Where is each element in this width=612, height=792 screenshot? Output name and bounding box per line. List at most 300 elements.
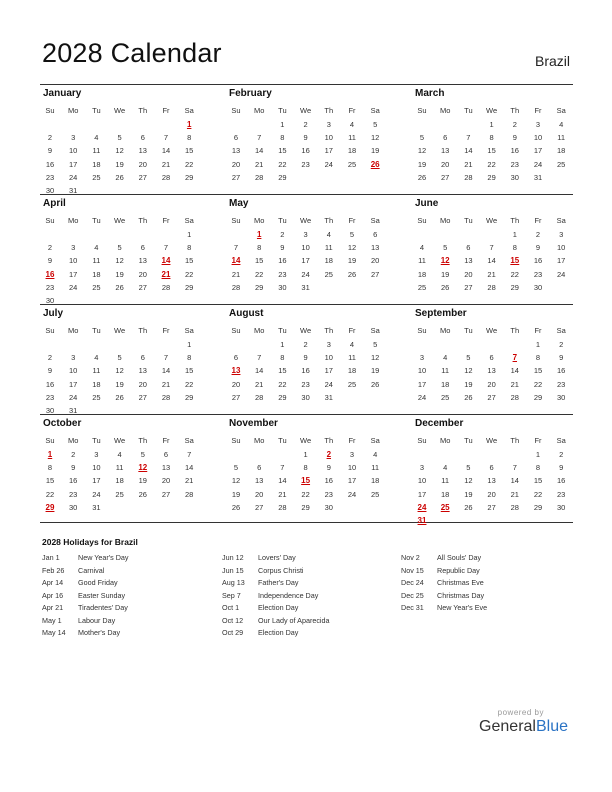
month-name: January — [43, 88, 82, 99]
calendar-day: 23 — [45, 392, 55, 402]
calendar-day: 27 — [371, 269, 380, 279]
calendar-day: 26 — [347, 269, 357, 279]
weekday-header: Fr — [348, 326, 356, 335]
calendar-day: 10 — [92, 463, 101, 473]
calendar-day: 16 — [557, 366, 566, 376]
holiday-day: 21 — [161, 269, 171, 279]
calendar-day: 2 — [47, 243, 53, 253]
holiday-name: Independence Day — [258, 590, 319, 600]
calendar-day: 10 — [69, 146, 78, 156]
calendar-day: 6 — [163, 450, 169, 459]
holiday-name: Father's Day — [258, 578, 299, 587]
weekday-header: Th — [138, 216, 148, 225]
calendar-day: 26 — [464, 502, 473, 512]
calendar-day: 27 — [487, 392, 496, 402]
weekday-header: We — [486, 216, 498, 225]
calendar-day: 7 — [280, 463, 285, 473]
calendar-day: 18 — [347, 366, 357, 376]
calendar-day: 4 — [94, 353, 99, 363]
holiday-date: Jan 1 — [42, 553, 60, 562]
calendar-day: 10 — [69, 256, 78, 266]
calendar-day: 18 — [441, 379, 450, 389]
calendar-day: 3 — [349, 450, 355, 459]
calendar-bottom-divider — [40, 522, 573, 523]
calendar-day: 24 — [324, 379, 333, 389]
calendar-day: 26 — [115, 282, 124, 292]
calendar-day: 9 — [512, 133, 517, 143]
weekday-header: Mo — [67, 326, 79, 335]
calendar-day: 23 — [69, 489, 78, 499]
calendar-day: 10 — [69, 366, 78, 376]
calendar-day: 9 — [559, 463, 564, 473]
holiday-name: Carnival — [78, 565, 105, 575]
calendar-day: 10 — [324, 133, 333, 143]
holiday-date: Apr 14 — [42, 578, 64, 587]
calendar-day: 18 — [92, 269, 101, 279]
weekday-header: Su — [45, 106, 55, 115]
calendar-day: 8 — [489, 133, 494, 143]
weekday-header: Th — [324, 106, 334, 115]
calendar-day: 21 — [255, 379, 264, 389]
calendar-day: 8 — [535, 353, 541, 363]
calendar-day: 26 — [464, 392, 473, 402]
calendar-day: 7 — [489, 243, 494, 253]
calendar-day: 9 — [303, 353, 308, 363]
calendar-day: 19 — [115, 379, 124, 389]
calendar-day: 14 — [464, 146, 473, 156]
calendar-day: 30 — [45, 186, 55, 195]
calendar-day: 14 — [255, 366, 264, 376]
calendar-day: 4 — [373, 450, 378, 459]
calendar-day: 15 — [185, 256, 194, 266]
calendar-day: 28 — [185, 489, 194, 499]
holiday-date: Dec 25 — [401, 590, 424, 600]
holiday-name: Election Day — [258, 603, 299, 612]
weekday-header: Tu — [464, 106, 473, 115]
weekday-header: Tu — [92, 216, 101, 225]
calendar-day: 7 — [257, 133, 262, 143]
calendar-day: 31 — [69, 406, 78, 415]
weekday-header: Mo — [253, 436, 265, 445]
calendar-day: 1 — [535, 340, 541, 349]
calendar-day: 8 — [187, 243, 192, 253]
calendar-day: 22 — [533, 379, 543, 389]
calendar-day: 18 — [115, 476, 124, 486]
calendar-day: 5 — [117, 133, 122, 143]
weekday-header: We — [486, 436, 498, 445]
calendar-day: 2 — [535, 230, 541, 239]
calendar-day: 23 — [557, 379, 566, 389]
calendar-day: 4 — [94, 243, 99, 253]
calendar-day: 21 — [161, 379, 171, 389]
weekday-header: Th — [510, 436, 520, 445]
holiday-date: May 14 — [42, 628, 66, 637]
calendar-day: 20 — [231, 379, 241, 389]
weekday-header: Mo — [67, 216, 79, 225]
weekday-header: Fr — [534, 106, 542, 115]
weekday-header: Sa — [370, 436, 380, 445]
calendar-day: 2 — [47, 353, 53, 363]
calendar-day: 11 — [92, 366, 101, 376]
page-title: 2028 Calendar — [42, 38, 222, 68]
holiday-date: May 1 — [42, 615, 62, 625]
brand-logo[interactable] — [479, 718, 568, 736]
calendar-day: 11 — [441, 366, 450, 376]
calendar-day: 20 — [441, 159, 450, 169]
calendar-day: 25 — [92, 392, 101, 402]
weekday-header: Th — [324, 216, 334, 225]
calendar-day: 8 — [47, 463, 53, 473]
calendar-day: 17 — [69, 159, 78, 169]
calendar-day: 14 — [278, 476, 287, 486]
calendar-day: 30 — [557, 392, 566, 402]
weekday-header: Su — [417, 436, 427, 445]
calendar-day: 31 — [324, 392, 333, 402]
calendar-day: 17 — [417, 379, 427, 389]
calendar-day: 7 — [163, 133, 169, 143]
holiday-name: Christmas Eve — [437, 578, 484, 587]
calendar-day: 18 — [417, 269, 427, 279]
calendar-day: 28 — [161, 282, 171, 292]
calendar-day: 16 — [301, 366, 310, 376]
calendar-day: 3 — [303, 230, 308, 239]
calendar-day: 4 — [419, 243, 425, 253]
weekday-header: Fr — [534, 216, 542, 225]
weekday-header: We — [300, 106, 312, 115]
weekday-header: Fr — [162, 216, 170, 225]
calendar-day: 6 — [466, 243, 471, 253]
calendar-day: 29 — [185, 172, 194, 182]
calendar-day: 9 — [47, 256, 53, 266]
weekday-header: Su — [231, 106, 241, 115]
calendar-day: 4 — [94, 133, 99, 143]
calendar-day: 6 — [233, 353, 239, 363]
calendar-day: 28 — [161, 392, 171, 402]
calendar-day: 16 — [324, 476, 333, 486]
calendar-day: 24 — [69, 282, 78, 292]
calendar-day: 19 — [417, 159, 427, 169]
month-name: August — [229, 308, 264, 319]
calendar-day: 15 — [255, 256, 264, 266]
weekday-header: Sa — [184, 216, 194, 225]
calendar-day: 20 — [487, 379, 496, 389]
weekday-header: Mo — [439, 106, 451, 115]
calendar-day: 9 — [47, 146, 53, 156]
calendar-day: 28 — [231, 282, 241, 292]
weekday-header: Sa — [556, 436, 566, 445]
calendar-day: 31 — [69, 186, 78, 195]
footer — [479, 708, 568, 736]
calendar-day: 17 — [301, 256, 310, 266]
weekday-header: We — [486, 326, 498, 335]
calendar-day: 9 — [71, 463, 76, 473]
calendar-day: 30 — [45, 296, 55, 305]
holiday-date: Aug 13 — [222, 578, 245, 587]
calendar-day: 20 — [138, 379, 147, 389]
calendar-day: 27 — [441, 172, 450, 182]
calendar-day: 16 — [45, 159, 55, 169]
calendar-day: 6 — [489, 353, 494, 363]
holiday-day: 14 — [231, 256, 241, 266]
weekday-header: We — [114, 216, 126, 225]
holiday-day: 15 — [301, 476, 311, 486]
holiday-name: Election Day — [258, 628, 299, 637]
weekday-header: Mo — [439, 436, 451, 445]
calendar-day: 27 — [487, 502, 496, 512]
calendar-day: 30 — [510, 172, 519, 182]
calendar-day: 7 — [257, 353, 262, 363]
weekday-header: Su — [45, 326, 55, 335]
holiday-name: New Year's Eve — [437, 603, 488, 612]
holiday-date: Dec 24 — [401, 578, 424, 587]
holiday-name: Good Friday — [78, 578, 118, 587]
calendar-day: 14 — [161, 146, 171, 156]
calendar-day: 18 — [324, 256, 333, 266]
weekday-header: Fr — [534, 436, 542, 445]
weekday-header: We — [114, 436, 126, 445]
holiday-name: Corpus Christi — [258, 565, 304, 575]
calendar-day: 24 — [533, 159, 543, 169]
calendar-day: 4 — [349, 120, 355, 129]
calendar-day: 18 — [347, 146, 357, 156]
calendar-day: 29 — [301, 502, 310, 512]
holidays-title: 2028 Holidays for Brazil — [42, 537, 138, 547]
calendar-day: 2 — [512, 120, 517, 129]
calendar-day: 27 — [138, 172, 147, 182]
weekday-header: We — [114, 106, 126, 115]
calendar-day: 12 — [115, 366, 124, 376]
calendar-day: 19 — [231, 489, 241, 499]
month-name: December — [415, 418, 464, 429]
calendar-day: 8 — [257, 243, 262, 253]
brand-general: General — [479, 718, 536, 735]
calendar-day: 3 — [559, 230, 564, 239]
weekday-header: Su — [231, 216, 241, 225]
month-name: February — [229, 88, 272, 99]
calendar-day: 20 — [371, 256, 380, 266]
calendar-day: 22 — [185, 379, 194, 389]
calendar-day: 19 — [464, 489, 473, 499]
calendar-day: 10 — [417, 476, 427, 486]
calendar-day: 27 — [138, 282, 147, 292]
calendar-day: 3 — [326, 340, 331, 349]
calendar-day: 11 — [348, 133, 356, 143]
calendar-day: 2 — [303, 340, 308, 349]
weekday-header: We — [300, 436, 312, 445]
calendar-day: 21 — [255, 159, 264, 169]
weekday-header: Su — [231, 436, 241, 445]
month-name: May — [229, 198, 249, 209]
calendar-day: 12 — [464, 476, 473, 486]
calendar-day: 20 — [138, 159, 147, 169]
calendar-day: 25 — [347, 379, 357, 389]
calendar-day: 10 — [324, 353, 333, 363]
calendar-day: 23 — [557, 489, 566, 499]
weekday-header: Tu — [278, 106, 287, 115]
calendar-day: 22 — [185, 269, 194, 279]
calendar-day: 23 — [278, 269, 287, 279]
calendar-day: 12 — [464, 366, 473, 376]
month-name: April — [43, 198, 66, 209]
calendar-day: 13 — [138, 366, 147, 376]
calendar-day: 11 — [92, 256, 101, 266]
calendar-day: 24 — [301, 269, 310, 279]
weekday-header: Tu — [464, 326, 473, 335]
calendar-day: 9 — [280, 243, 285, 253]
calendar-day: 28 — [487, 282, 496, 292]
calendar-day: 7 — [233, 243, 239, 253]
calendar-day: 25 — [441, 392, 450, 402]
calendar-day: 27 — [231, 392, 241, 402]
calendar-day: 8 — [280, 133, 285, 143]
weekday-header: Tu — [92, 106, 101, 115]
calendar-day: 6 — [140, 243, 145, 253]
holiday-name: Lovers' Day — [258, 553, 296, 562]
holiday-name: Our Lady of Aparecida — [258, 615, 330, 625]
weekday-header: Fr — [162, 106, 170, 115]
calendar-day: 11 — [115, 463, 124, 473]
calendar-day: 23 — [533, 269, 543, 279]
weekday-header: We — [300, 326, 312, 335]
holiday-date: Nov 15 — [401, 565, 424, 575]
calendar-day: 9 — [326, 463, 331, 473]
weekday-header: Fr — [348, 106, 356, 115]
month-row-divider — [40, 84, 573, 85]
holiday-date: Oct 1 — [222, 603, 240, 612]
calendar-day: 4 — [326, 230, 331, 239]
weekday-header: Sa — [184, 326, 194, 335]
calendar-day: 13 — [487, 476, 496, 486]
weekday-header: Tu — [464, 216, 473, 225]
calendar-day: 17 — [69, 379, 78, 389]
calendar-day: 21 — [278, 489, 287, 499]
calendar-day: 24 — [69, 172, 78, 182]
calendar-day: 14 — [185, 463, 194, 473]
calendar-day: 6 — [233, 133, 239, 143]
calendar-day: 20 — [255, 489, 264, 499]
calendar-day: 12 — [115, 146, 124, 156]
calendar-day: 22 — [45, 489, 55, 499]
weekday-header: Tu — [278, 216, 287, 225]
calendar-day: 24 — [92, 489, 101, 499]
calendar-day: 28 — [161, 172, 171, 182]
calendar-day: 30 — [45, 406, 55, 415]
calendar-day: 17 — [417, 489, 427, 499]
calendar-day: 6 — [140, 353, 145, 363]
calendar-day: 26 — [138, 489, 147, 499]
calendar-day: 9 — [559, 353, 564, 363]
calendar-day: 29 — [185, 282, 194, 292]
calendar-day: 28 — [464, 172, 473, 182]
weekday-header: Mo — [439, 326, 451, 335]
calendar-day: 7 — [163, 243, 169, 253]
month-name: June — [415, 198, 439, 209]
calendar-day: 7 — [466, 133, 471, 143]
calendar-day: 11 — [371, 463, 380, 473]
calendar-day: 28 — [510, 392, 519, 402]
calendar-day: 4 — [117, 450, 122, 459]
calendar-day: 8 — [303, 463, 308, 473]
holiday-date: Apr 16 — [42, 590, 64, 600]
holiday-date: Sep 7 — [222, 590, 241, 600]
calendar-day: 1 — [303, 450, 308, 459]
calendar-day: 5 — [140, 450, 145, 459]
calendar-day: 30 — [278, 282, 287, 292]
weekday-header: Sa — [184, 106, 194, 115]
holiday-day: 16 — [45, 269, 55, 279]
weekday-header: Su — [417, 326, 427, 335]
calendar-day: 22 — [278, 379, 287, 389]
holiday-day: 25 — [440, 502, 450, 512]
calendar-day: 21 — [487, 269, 496, 279]
calendar-day: 1 — [280, 340, 285, 349]
calendar-day: 30 — [324, 502, 333, 512]
holiday-name: Easter Sunday — [78, 590, 126, 600]
calendar-day: 16 — [510, 146, 519, 156]
calendar-day: 15 — [45, 476, 55, 486]
calendar-day: 21 — [185, 476, 194, 486]
calendar-day: 23 — [324, 489, 333, 499]
calendar-day: 3 — [326, 120, 331, 129]
calendar-day: 13 — [161, 463, 171, 473]
holiday-name: Labour Day — [78, 615, 116, 625]
calendar-day: 14 — [510, 476, 519, 486]
calendar-day: 5 — [466, 353, 471, 363]
calendar-day: 17 — [92, 476, 101, 486]
calendar-day: 19 — [138, 476, 147, 486]
calendar-day: 25 — [417, 282, 427, 292]
calendar-day: 10 — [417, 366, 427, 376]
calendar-day: 21 — [510, 489, 519, 499]
holiday-day: 14 — [161, 256, 171, 266]
calendar-day: 23 — [301, 159, 310, 169]
weekday-header: Th — [324, 436, 334, 445]
calendar-day: 1 — [187, 230, 192, 239]
calendar-day: 29 — [533, 502, 543, 512]
calendar-day: 26 — [115, 172, 124, 182]
calendar-day: 26 — [441, 282, 450, 292]
calendar-day: 1 — [512, 230, 517, 239]
calendar-day: 30 — [533, 282, 543, 292]
calendar-day: 22 — [510, 269, 519, 279]
calendar-day: 2 — [71, 450, 76, 459]
calendar-day: 15 — [185, 366, 194, 376]
weekday-header: Tu — [278, 326, 287, 335]
holiday-date: Jun 15 — [222, 565, 244, 575]
calendar-day: 22 — [185, 159, 194, 169]
calendar-day: 21 — [161, 159, 171, 169]
calendar-day: 13 — [138, 146, 147, 156]
calendar-day: 4 — [559, 120, 564, 129]
holiday-date: Feb 26 — [42, 565, 65, 575]
calendar-day: 21 — [231, 269, 241, 279]
country-label: Brazil — [534, 53, 570, 69]
calendar-day: 30 — [69, 502, 78, 512]
calendar-day: 21 — [464, 159, 473, 169]
holiday-name: Republic Day — [437, 565, 480, 575]
calendar-day: 27 — [231, 172, 241, 182]
calendar-day: 30 — [301, 392, 310, 402]
calendar-day: 14 — [510, 366, 519, 376]
weekday-header: Fr — [534, 326, 542, 335]
holiday-date: Apr 21 — [42, 603, 64, 612]
month-row-divider — [40, 304, 573, 305]
calendar-day: 5 — [349, 230, 355, 239]
calendar-day: 3 — [71, 243, 76, 253]
weekday-header: Fr — [162, 326, 170, 335]
weekday-header: Mo — [439, 216, 451, 225]
weekday-header: Mo — [253, 106, 265, 115]
